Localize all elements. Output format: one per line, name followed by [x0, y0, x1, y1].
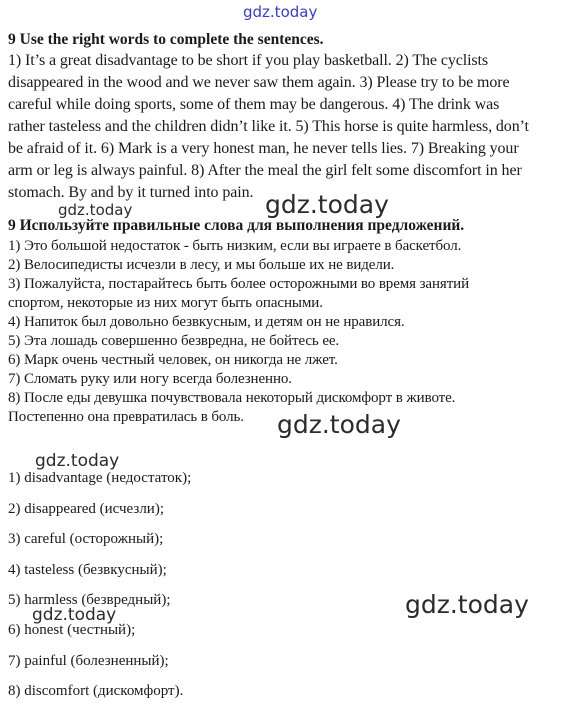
watermark: gdz.today — [58, 201, 133, 219]
watermark: gdz.today — [277, 410, 401, 439]
russian-text-line: спортом, некоторые из них могут быть опасными. — [8, 295, 323, 311]
russian-text-line: 7) Сломать руку или ногу всегда болезненно. — [8, 371, 292, 387]
english-text-line: be afraid of it. 6) Mark is a very honest man, he never tells lies. 7) Breaking your — [8, 140, 519, 157]
answer-item: 5) harmless (безвредный); — [8, 592, 171, 608]
watermark: gdz.today — [265, 190, 389, 219]
answer-item: 7) painful (болезненный); — [8, 653, 169, 669]
russian-text-line: 3) Пожалуйста, постарайтесь быть более осторожными во время занятий — [8, 276, 470, 292]
watermark-top: gdz.today — [243, 3, 318, 21]
english-heading: 9 Use the right words to complete the sentences. — [8, 31, 324, 48]
watermark: gdz.today — [35, 451, 120, 471]
russian-text-line: 5) Эта лошадь совершенно безвредна, не бойтесь ее. — [8, 333, 340, 349]
russian-text-line: 4) Напиток был довольно безвкусным, и детям он не нравился. — [8, 314, 405, 330]
russian-text-line: 1) Это большой недостаток - быть низким, если вы играете в баскетбол. — [8, 238, 462, 254]
answer-item: 4) tasteless (безвкусный); — [8, 562, 167, 578]
russian-text-line: 2) Велосипедисты исчезли в лесу, и мы больше их не видели. — [8, 257, 395, 273]
english-text-line: stomach. By and by it turned into pain. — [8, 184, 254, 201]
watermark: gdz.today — [405, 590, 529, 619]
russian-text-line: 8) После еды девушка почувствовала некоторый дискомфорт в животе. — [8, 390, 456, 406]
english-text-line: 1) It’s a great disadvantage to be short if you play basketball. 2) The cyclists — [8, 52, 489, 69]
answer-item: 3) careful (осторожный); — [8, 531, 164, 547]
answer-item: 8) discomfort (дискомфорт). — [8, 683, 184, 699]
english-text-line: rather tasteless and the children didn’t like it. 5) This horse is quite harmless, don’t — [8, 118, 529, 135]
answer-item: 2) disappeared (исчезли); — [8, 501, 164, 517]
russian-heading: 9 Используйте правильные слова для выполнения предложений. — [8, 217, 465, 234]
answer-item: 6) honest (честный); — [8, 622, 136, 638]
english-text-line: careful while doing sports, some of them may be dangerous. 4) The drink was — [8, 96, 500, 113]
answer-item: 1) disadvantage (недостаток); — [8, 470, 192, 486]
english-text-line: arm or leg is always painful. 8) After the meal the girl felt some discomfort in her — [8, 162, 522, 179]
russian-text-line: 6) Марк очень честный человек, он никогда не лжет. — [8, 352, 338, 368]
russian-text-line: Постепенно она превратилась в боль. — [8, 409, 244, 425]
english-text-line: disappeared in the wood and we never saw them again. 3) Please try to be more — [8, 74, 510, 91]
watermark: gdz.today — [32, 605, 117, 625]
